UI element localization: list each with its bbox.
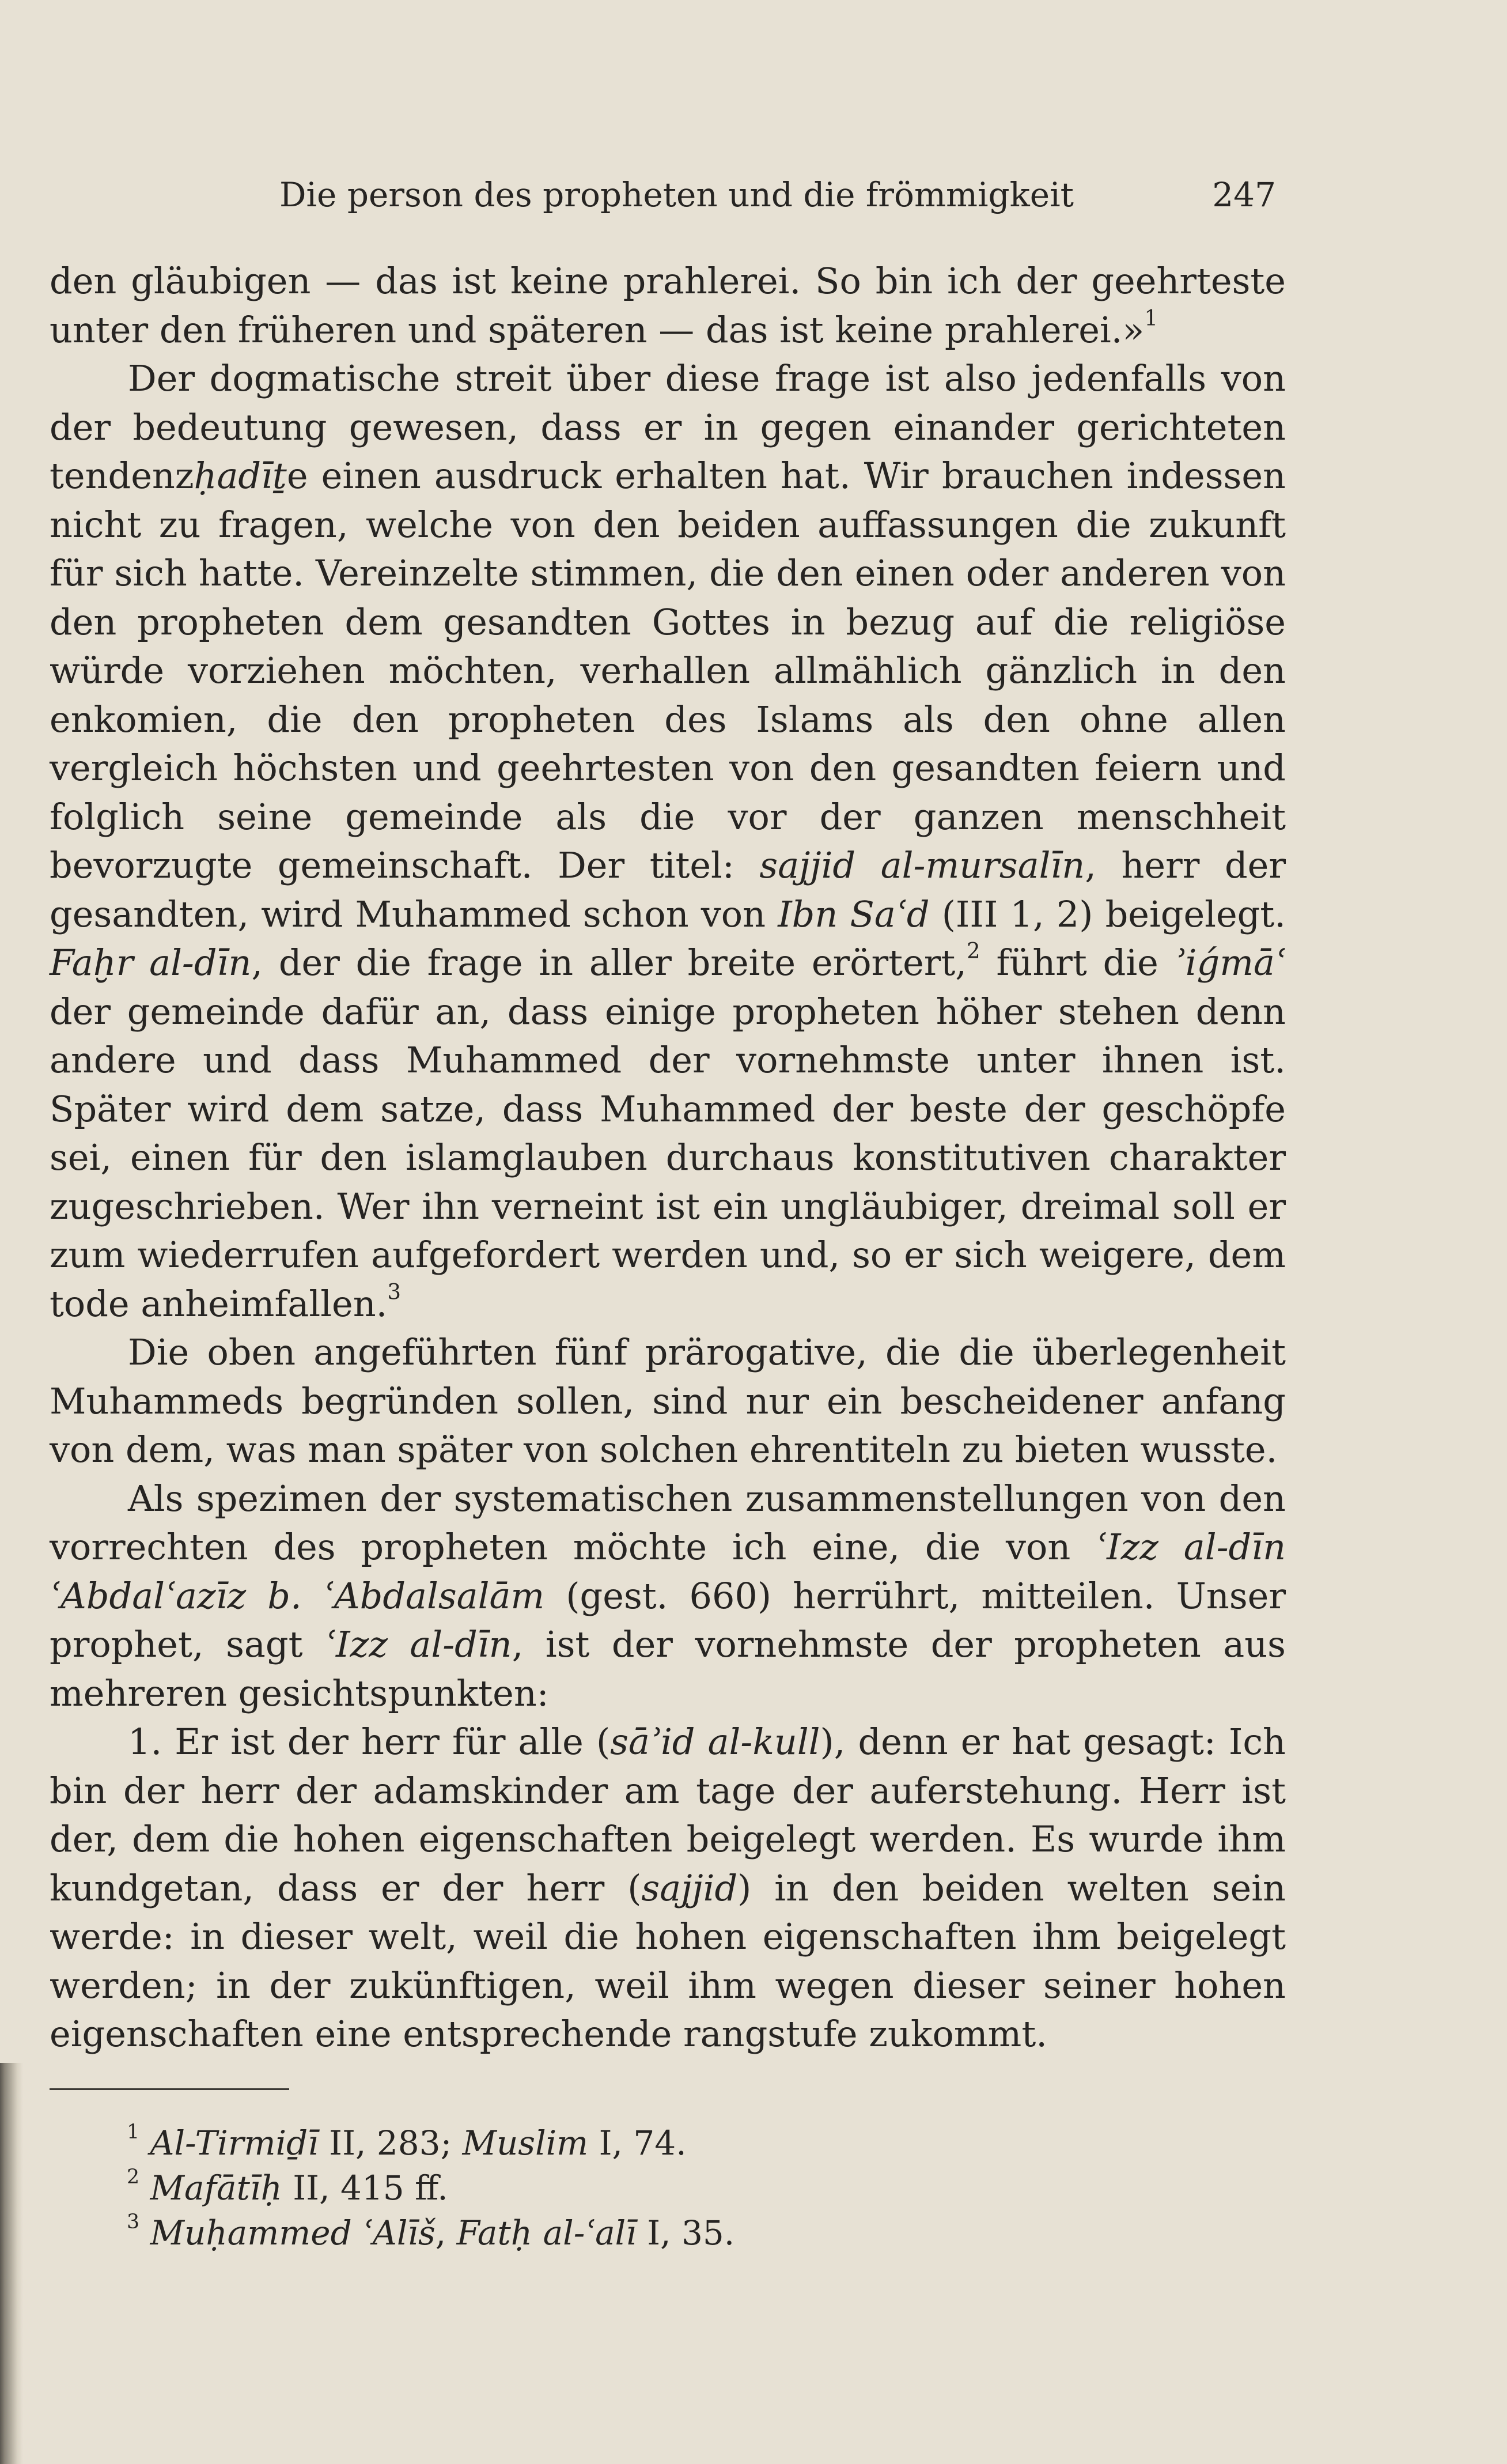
footnote-ref-2: 2 [967,938,980,963]
footnote-text: I, 35. [636,2213,735,2253]
text-segment: , herr der gesandten, wird Muhammed schon von [50,844,1286,935]
text-segment: e einen ausdruck erhalten hat. Wir brauchen indessen nicht zu fragen, welche von den beiden auffassungen die zukunft für sich hatte. Vereinzelte stimmen, die den einen oder anderen von den propheten dem gesandten Gottes in bezug auf die religiöse würde vorziehen möchten, verhallen allmählich gänzlich in den enkomien, die den propheten des Islams als den ohne allen vergleich höchsten und geehrtesten von den gesandten feiern und folglich seine gemeinde als die vor der ganzen menschheit bevorzugte gemeinschaft. Der titel: [50,455,1286,886]
term-italic: sajjid al-mursalīn [759,844,1085,886]
text-segment: führt die [980,942,1175,984]
footnote-author: Fatḥ al-ʿalī [456,2213,637,2253]
footnote-number: 3 [127,2210,140,2234]
term-italic: ḥadīṯ [194,455,287,497]
author-italic: ʿIzz al-dīn [325,1623,512,1665]
text-segment: (III 1, 2) beigelegt. [929,893,1286,935]
text-segment: Als spezimen der systematischen zusammenstellungen von den vorrechten des propheten möchte ich eine, die von [50,1477,1286,1568]
term-italic: sāʾid al-kull [610,1721,820,1763]
footnote-text: , [435,2213,457,2253]
footnotes [127,2121,1221,2255]
term-italic: ʾiǵmāʿ [1174,942,1286,984]
text-segment: (gest. 660) herrührt, mitteilen. Unser prophet, sagt [50,1574,1286,1665]
footnote-text: II, 283; [318,2123,463,2163]
text-segment: Der dogmatische streit über diese frage ist also jedenfalls von der bedeutung gewesen, dass er in gegen einander gerichteten tendenz [50,357,1286,497]
footnote-2 [127,2166,1221,2210]
footnote-number: 1 [127,2121,140,2144]
text-segment: Die oben angeführten fünf prärogative, die die überlegenheit Muhammeds begründen sollen, sind nur ein bescheidener anfang von dem, was man später von solchen ehrentiteln zu bieten wusste. [50,1331,1286,1471]
text-segment: , der die frage in aller breite erörtert, [251,942,967,984]
text-segment: , ist der vornehmste der propheten aus mehreren gesichtspunkten: [50,1623,1286,1714]
footnote-text: II, 415 ff. [282,2168,448,2208]
footnote-divider [50,2088,289,2090]
footnote-ref-1: 1 [1144,304,1158,330]
text-segment: den gläubigen — das ist keine prahlerei. So bin ich der geehrteste unter den früheren und späteren — das ist keine prahlerei.» [50,260,1286,351]
paragraph-3 [50,1328,1286,1475]
footnote-number: 2 [127,2166,140,2189]
paragraph-4 [50,1475,1286,1718]
footnote-1 [127,2121,1221,2166]
text-segment: ) in den beiden welten sein werde: in dieser welt, weil die hohen eigenschaften ihm beigelegt werden; in der zukünftigen, weil ihm wegen dieser seiner hohen eigenschaften eine entsprechende rangstufe zukommt. [50,1866,1286,2055]
footnote-3 [127,2210,1221,2255]
footnote-author: Mafātīḥ [150,2168,282,2208]
term-italic: sajjid [641,1866,738,1909]
binding-edge [0,2063,23,2464]
footnote-author: Muḥammed ʿAlīš [150,2213,436,2253]
footnote-author: Al-Tirmiḏī [150,2123,319,2163]
text-segment: 1. Er ist der herr für alle ( [128,1721,611,1763]
footnote-ref-3: 3 [387,1278,402,1304]
footnote-text: I, 74. [588,2123,687,2163]
paragraph-5 [50,1718,1286,2059]
running-head: Die person des propheten und die frömmigkeit [279,175,1074,214]
author-italic: ʿIzz al-dīn ʿAbdalʿazīz b. ʿAbdalsalām [50,1526,1286,1617]
text-segment: ), denn er hat gesagt: Ich bin der herr der adamskinder am tage der auferstehung. Herr ist der, dem die hohen eigenschaften beigelegt werden. Es wurde ihm kundgetan, dass er der herr ( [50,1721,1286,1909]
main-text [50,257,1286,2059]
text-segment: der gemeinde dafür an, dass einige propheten höher stehen denn andere und dass Muhammed der vornehmste unter ihnen ist. Später wird dem satze, dass Muhammed der beste der geschöpfe sei, einen für den islamglauben durchaus konstitutiven charakter zugeschrieben. Wer ihn verneint ist ein ungläubiger, dreimal soll er zum wiederrufen aufgefordert werden und, so er sich weigere, dem tode anheimfallen. [50,990,1286,1325]
page-number: 247 [1212,175,1276,214]
author-italic: Faḫr al-dīn [50,942,252,984]
footnote-author: Muslim [462,2123,589,2163]
paragraph-1 [50,257,1286,354]
author-italic: Ibn Saʿd [778,893,930,935]
paragraph-2 [50,354,1286,1328]
